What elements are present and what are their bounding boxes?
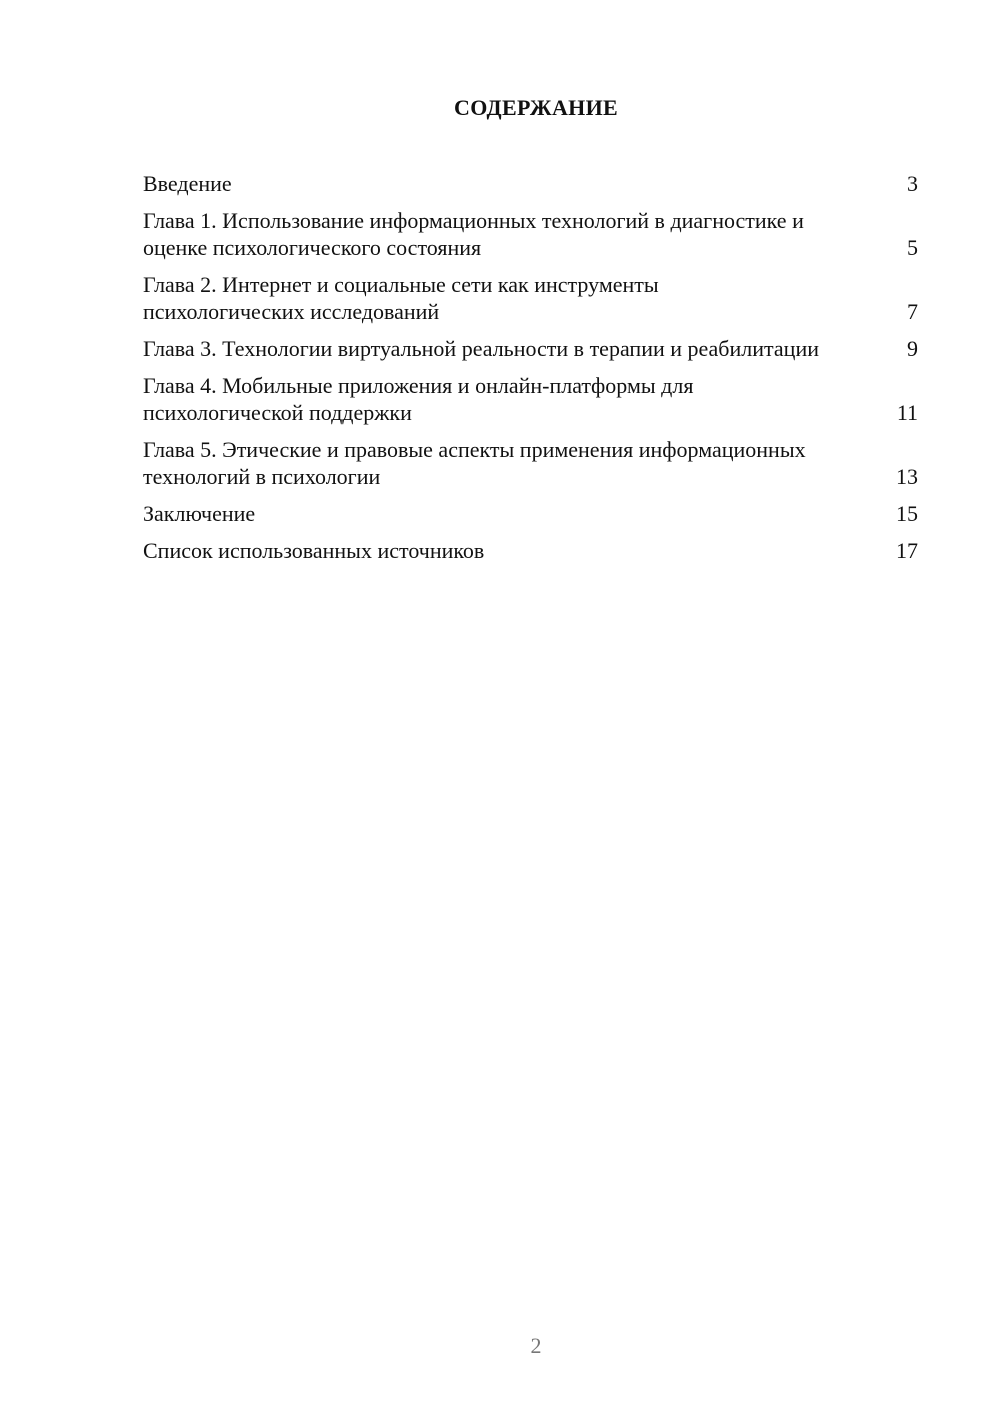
toc-entry-title: Заключение (143, 501, 256, 526)
page-number: 2 (530, 1333, 542, 1358)
toc-entry-page: 7 (907, 299, 918, 324)
toc-entry-title: Глава 1. Использование информационных технологий в диагностике и оценке психологического состояния (143, 208, 804, 260)
toc-entry-chapter-2 (143, 271, 918, 325)
toc-entry-chapter-5 (143, 436, 918, 490)
toc-entry-page: 5 (907, 235, 918, 260)
toc-entry-title: Введение (143, 171, 232, 196)
toc-entry-references (143, 537, 918, 564)
toc-entry-title: Глава 5. Этические и правовые аспекты применения информационных технологий в психологии (143, 437, 806, 489)
toc-entry-title: Глава 2. Интернет и социальные сети как инструменты психологических исследований (143, 272, 659, 324)
toc-entry-page: 9 (907, 336, 918, 361)
toc-entry-chapter-1 (143, 207, 918, 261)
toc-entry-page: 15 (896, 501, 918, 526)
toc-entry-page: 13 (896, 464, 918, 489)
toc-entry-introduction (143, 170, 918, 197)
toc-entry-page: 3 (907, 171, 918, 196)
toc-entry-chapter-4 (143, 372, 918, 426)
toc-entry-chapter-3 (143, 335, 918, 362)
table-of-contents (143, 170, 918, 574)
toc-entry-title: Список использованных источников (143, 538, 485, 563)
toc-entry-conclusion (143, 500, 918, 527)
toc-entry-page: 17 (896, 538, 918, 563)
page-title: СОДЕРЖАНИЕ (454, 95, 618, 120)
toc-entry-title: Глава 4. Мобильные приложения и онлайн-платформы для психологической поддержки (143, 373, 694, 425)
toc-entry-page: 11 (896, 400, 918, 425)
toc-entry-title: Глава 3. Технологии виртуальной реальности в терапии и реабилитации (143, 336, 819, 361)
